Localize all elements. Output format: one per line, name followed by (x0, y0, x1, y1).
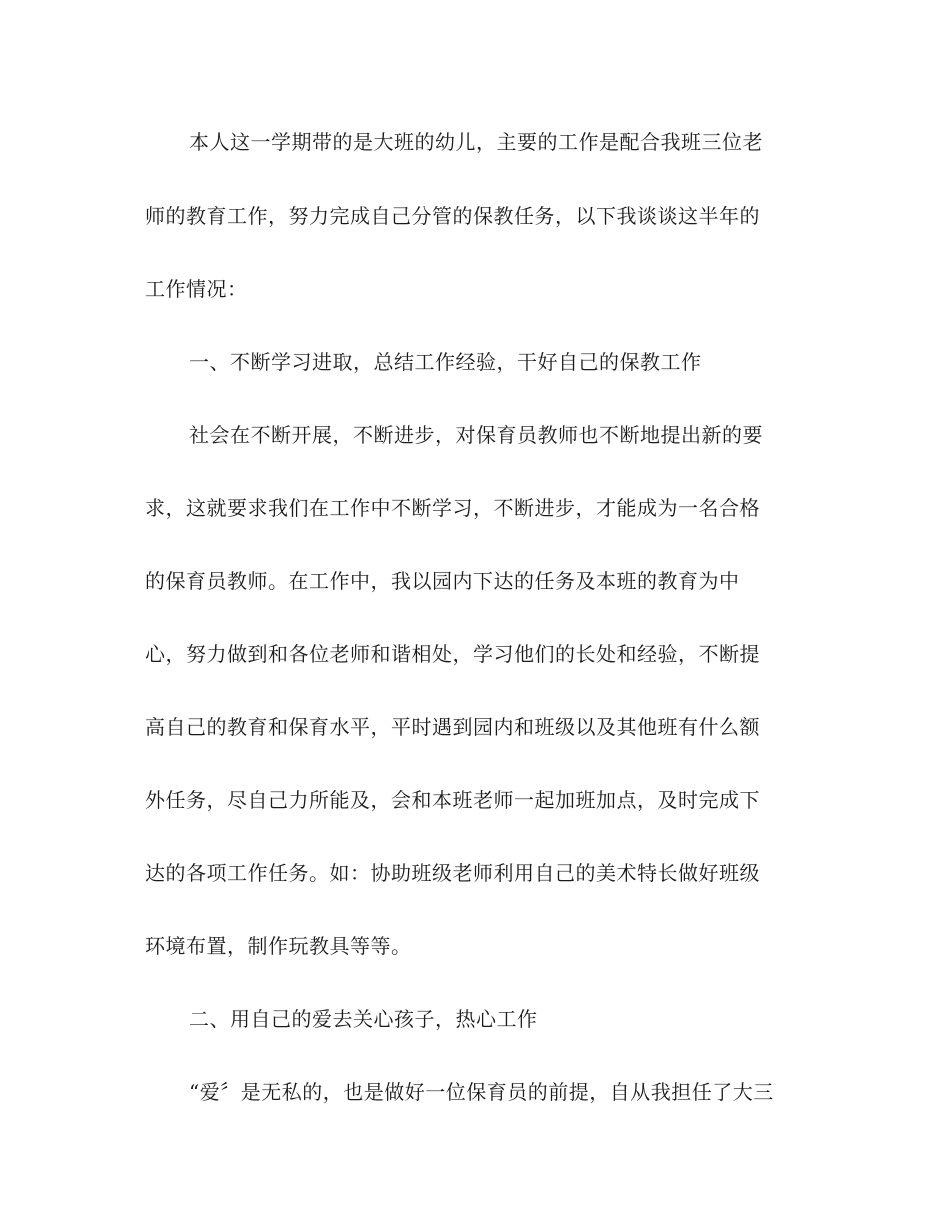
paragraph-section-1-line-2: 求，这就要求我们在工作中不断学习，不断进步，才能成为一名合格 (145, 496, 760, 520)
paragraph-section-1-line-1: 社会在不断开展，不断进步，对保育员教师也不断地提出新的要 (189, 423, 763, 447)
paragraph-section-1-line-5: 高自己的教育和保育水平，平时遇到园内和班级以及其他班有什么额 (145, 715, 760, 739)
section-heading-2: 二、用自己的爱去关心孩子，热心工作 (189, 1007, 538, 1031)
paragraph-section-1-line-4: 心，努力做到和各位老师和谐相处，学习他们的长处和经验，不断提 (145, 642, 760, 666)
section-heading-1: 一、不断学习进取，总结工作经验，干好自己的保教工作 (189, 350, 702, 374)
paragraph-section-1-line-3: 的保育员教师。在工作中，我以园内下达的任务及本班的教育为中 (145, 569, 740, 593)
paragraph-intro-line-3: 工作情况： (145, 277, 248, 301)
paragraph-section-1-line-6: 外任务，尽自己力所能及，会和本班老师一起加班加点，及时完成下 (145, 788, 760, 812)
paragraph-intro-line-2: 师的教育工作，努力完成自己分管的保教任务，以下我谈谈这半年的 (145, 204, 760, 228)
paragraph-section-1-line-8: 环境布置，制作玩教具等等。 (145, 934, 412, 958)
paragraph-section-1-line-7: 达的各项工作任务。如：协助班级老师利用自己的美术特长做好班级 (145, 861, 760, 885)
paragraph-section-2-line-1: “爱〞是无私的，也是做好一位保育员的前提，自从我担任了大三 (189, 1080, 774, 1104)
paragraph-intro-line-1: 本人这一学期带的是大班的幼儿，主要的工作是配合我班三位老 (189, 130, 763, 154)
